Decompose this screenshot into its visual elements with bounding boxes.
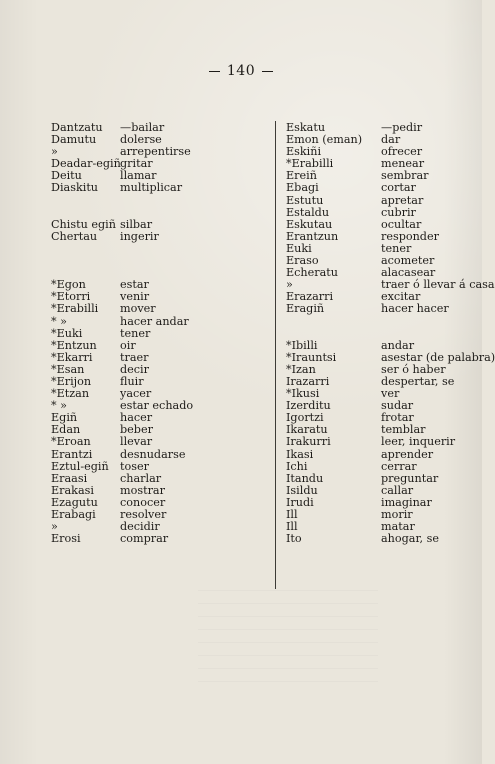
basque-term: Eskutau bbox=[286, 217, 333, 231]
basque-term: Eragiñ bbox=[286, 302, 325, 316]
spanish-gloss: hacer andar bbox=[120, 314, 189, 328]
spanish-gloss: sudar bbox=[381, 399, 414, 413]
basque-term: Eztul-egiñ bbox=[51, 459, 109, 473]
spanish-gloss: apretar bbox=[381, 193, 424, 207]
spanish-gloss: excitar bbox=[381, 290, 421, 304]
vocabulary-row bbox=[51, 533, 267, 545]
spanish-gloss: —bailar bbox=[120, 121, 165, 134]
basque-term: *Irauntsi bbox=[286, 350, 337, 364]
basque-term: Eraso bbox=[286, 254, 319, 268]
basque-term: Ill bbox=[286, 520, 298, 534]
spanish-gloss: acometer bbox=[381, 254, 435, 268]
vocabulary-row bbox=[286, 340, 482, 352]
vocabulary-row bbox=[51, 436, 267, 448]
spanish-gloss: traer bbox=[120, 350, 149, 364]
spanish-gloss: sembrar bbox=[381, 169, 429, 183]
basque-term: Damutu bbox=[51, 133, 97, 147]
spanish-gloss: alacasear bbox=[381, 266, 436, 280]
basque-term: Itandu bbox=[286, 471, 324, 485]
row-gap bbox=[286, 316, 482, 328]
basque-term: Ichi bbox=[286, 459, 308, 473]
basque-term: *Eroan bbox=[51, 435, 91, 449]
basque-term: *Ikusi bbox=[286, 387, 320, 401]
basque-term: Emon (eman) bbox=[286, 133, 363, 147]
spanish-gloss: ingerir bbox=[120, 229, 159, 243]
spanish-gloss: cortar bbox=[381, 181, 416, 195]
basque-term: Irakurri bbox=[286, 435, 331, 449]
spanish-gloss: ocultar bbox=[381, 217, 422, 231]
basque-term: * » bbox=[51, 399, 67, 413]
row-gap bbox=[286, 328, 482, 340]
page-number: 140 bbox=[0, 63, 482, 79]
basque-term: Erantzun bbox=[286, 229, 339, 243]
basque-term: » bbox=[286, 278, 293, 292]
spanish-gloss: decidir bbox=[120, 520, 160, 534]
basque-term: *Ibilli bbox=[286, 338, 318, 352]
bleed-through-text bbox=[198, 590, 378, 682]
row-gap bbox=[51, 243, 267, 255]
spanish-gloss: fluir bbox=[120, 374, 144, 388]
vocabulary-row bbox=[286, 436, 482, 448]
vocabulary-row bbox=[51, 158, 267, 170]
basque-term: *Egon bbox=[51, 278, 86, 292]
basque-term: Estutu bbox=[286, 193, 324, 207]
basque-term: Igortzi bbox=[286, 411, 324, 425]
spanish-gloss: estar bbox=[120, 278, 149, 292]
vocabulary-row bbox=[286, 195, 482, 207]
basque-term: Erakasi bbox=[51, 483, 94, 497]
spanish-gloss: gritar bbox=[120, 157, 153, 171]
spanish-gloss: ver bbox=[381, 387, 400, 401]
basque-term: Edan bbox=[51, 423, 81, 437]
spanish-gloss: multiplicar bbox=[120, 181, 183, 195]
basque-term: Izerditu bbox=[286, 399, 331, 413]
spanish-gloss: tener bbox=[381, 241, 412, 255]
basque-term: *Erijon bbox=[51, 374, 92, 388]
spanish-gloss: cerrar bbox=[381, 459, 417, 473]
row-gap bbox=[51, 255, 267, 267]
spanish-gloss: menear bbox=[381, 157, 425, 171]
right-vocabulary-column bbox=[286, 121, 495, 546]
basque-term: » bbox=[51, 520, 58, 534]
basque-term: Deitu bbox=[51, 169, 82, 183]
spanish-gloss: oir bbox=[120, 338, 136, 352]
vocabulary-row bbox=[51, 449, 267, 461]
spanish-gloss: tener bbox=[120, 326, 151, 340]
vocabulary-row bbox=[51, 400, 267, 412]
basque-term: *Erabilli bbox=[51, 302, 99, 316]
spanish-gloss: imaginar bbox=[381, 495, 432, 509]
spanish-gloss: dar bbox=[381, 133, 401, 147]
basque-term: Ill bbox=[286, 508, 298, 521]
row-gap bbox=[51, 207, 267, 219]
basque-term: Erazarri bbox=[286, 290, 334, 304]
basque-term: Eraasi bbox=[51, 471, 88, 485]
spanish-gloss: aprender bbox=[381, 447, 434, 461]
spanish-gloss: venir bbox=[120, 290, 150, 304]
basque-term: Ikasi bbox=[286, 447, 314, 461]
spanish-gloss: hacer hacer bbox=[381, 302, 449, 316]
basque-term: Erabagi bbox=[51, 508, 96, 521]
spanish-gloss: traer ó llevar á casa bbox=[381, 278, 495, 292]
vocabulary-row bbox=[51, 328, 267, 340]
vocabulary-row bbox=[286, 461, 482, 473]
vocabulary-row bbox=[286, 182, 482, 194]
basque-term: » bbox=[51, 145, 58, 159]
basque-term: Erosi bbox=[51, 532, 81, 546]
left-vocabulary-column bbox=[51, 122, 267, 545]
spanish-gloss: beber bbox=[120, 423, 153, 437]
spanish-gloss: toser bbox=[120, 459, 149, 473]
vocabulary-row bbox=[51, 303, 267, 315]
spanish-gloss: despertar, se bbox=[381, 374, 455, 388]
spanish-gloss: silbar bbox=[120, 217, 153, 231]
basque-term: *Ekarri bbox=[51, 350, 93, 364]
spanish-gloss: callar bbox=[381, 483, 414, 497]
basque-term: Irudi bbox=[286, 495, 314, 509]
spanish-gloss: yacer bbox=[120, 387, 152, 401]
spanish-gloss: morir bbox=[381, 508, 413, 521]
spanish-gloss: mover bbox=[120, 302, 156, 316]
vocabulary-row bbox=[286, 473, 482, 485]
basque-term: Irazarri bbox=[286, 374, 330, 388]
spanish-gloss: asestar (de palabra) bbox=[381, 350, 495, 364]
spanish-gloss: frotar bbox=[381, 411, 414, 425]
vocabulary-row bbox=[286, 207, 482, 219]
basque-term: Ito bbox=[286, 532, 302, 546]
column-divider bbox=[275, 121, 276, 589]
basque-term: Ereiñ bbox=[286, 169, 317, 183]
basque-term: Echeratu bbox=[286, 266, 338, 280]
spanish-gloss: arrepentirse bbox=[120, 145, 191, 159]
spanish-gloss: llevar bbox=[120, 435, 153, 449]
basque-term: *Etorri bbox=[51, 290, 91, 304]
spanish-gloss: andar bbox=[381, 338, 415, 352]
spanish-gloss: comprar bbox=[120, 532, 169, 546]
basque-term: Ebagi bbox=[286, 181, 319, 195]
spanish-gloss: ahogar, se bbox=[381, 532, 440, 546]
basque-term: Chertau bbox=[51, 229, 98, 243]
spanish-gloss: ser ó haber bbox=[381, 362, 446, 376]
spanish-gloss: resolver bbox=[120, 508, 167, 521]
basque-term: Estaldu bbox=[286, 205, 330, 219]
basque-term: *Erabilli bbox=[286, 157, 334, 171]
spanish-gloss: mostrar bbox=[120, 483, 165, 497]
row-gap bbox=[51, 195, 267, 207]
basque-term: Isildu bbox=[286, 483, 318, 497]
spanish-gloss: responder bbox=[381, 229, 439, 243]
vocabulary-row bbox=[51, 473, 267, 485]
basque-term: *Esan bbox=[51, 362, 85, 376]
spanish-gloss: charlar bbox=[120, 471, 162, 485]
basque-term: *Etzan bbox=[51, 387, 90, 401]
spanish-gloss: hacer bbox=[120, 411, 153, 425]
basque-term: Dantzatu bbox=[51, 121, 103, 134]
spanish-gloss: —pedir bbox=[381, 121, 423, 134]
basque-term: Eskatu bbox=[286, 121, 326, 134]
spanish-gloss: matar bbox=[381, 520, 415, 534]
spanish-gloss: llamar bbox=[120, 169, 157, 183]
vocabulary-row bbox=[51, 316, 267, 328]
basque-term: Chistu egiñ bbox=[51, 217, 116, 231]
vocabulary-row bbox=[286, 533, 482, 545]
basque-term: Ikaratu bbox=[286, 423, 328, 437]
spanish-gloss: decir bbox=[120, 362, 149, 376]
spanish-gloss: temblar bbox=[381, 423, 426, 437]
basque-term: Eskiñi bbox=[286, 145, 322, 159]
basque-term: Deadar-egiñ bbox=[51, 157, 121, 171]
vocabulary-row bbox=[51, 231, 267, 243]
basque-term: *Euki bbox=[51, 326, 83, 340]
vocabulary-row bbox=[51, 412, 267, 424]
spanish-gloss: dolerse bbox=[120, 133, 162, 147]
basque-term: Diaskitu bbox=[51, 181, 99, 195]
spanish-gloss: conocer bbox=[120, 495, 166, 509]
vocabulary-row bbox=[51, 461, 267, 473]
basque-term: Euki bbox=[286, 241, 312, 255]
vocabulary-row bbox=[286, 303, 482, 315]
spanish-gloss: leer, inquerir bbox=[381, 435, 456, 449]
vocabulary-row bbox=[286, 449, 482, 461]
spanish-gloss: ofrecer bbox=[381, 145, 423, 159]
basque-term: *Izan bbox=[286, 362, 316, 376]
basque-term: Erantzi bbox=[51, 447, 93, 461]
basque-term: Ezagutu bbox=[51, 495, 98, 509]
vocabulary-row bbox=[51, 340, 267, 352]
spanish-gloss: estar echado bbox=[120, 399, 194, 413]
basque-term: Egiñ bbox=[51, 411, 78, 425]
spanish-gloss: cubrir bbox=[381, 205, 416, 219]
spanish-gloss: desnudarse bbox=[120, 447, 186, 461]
spanish-gloss: preguntar bbox=[381, 471, 439, 485]
basque-term: *Entzun bbox=[51, 338, 97, 352]
vocabulary-row bbox=[51, 182, 267, 194]
basque-term: * » bbox=[51, 314, 67, 328]
